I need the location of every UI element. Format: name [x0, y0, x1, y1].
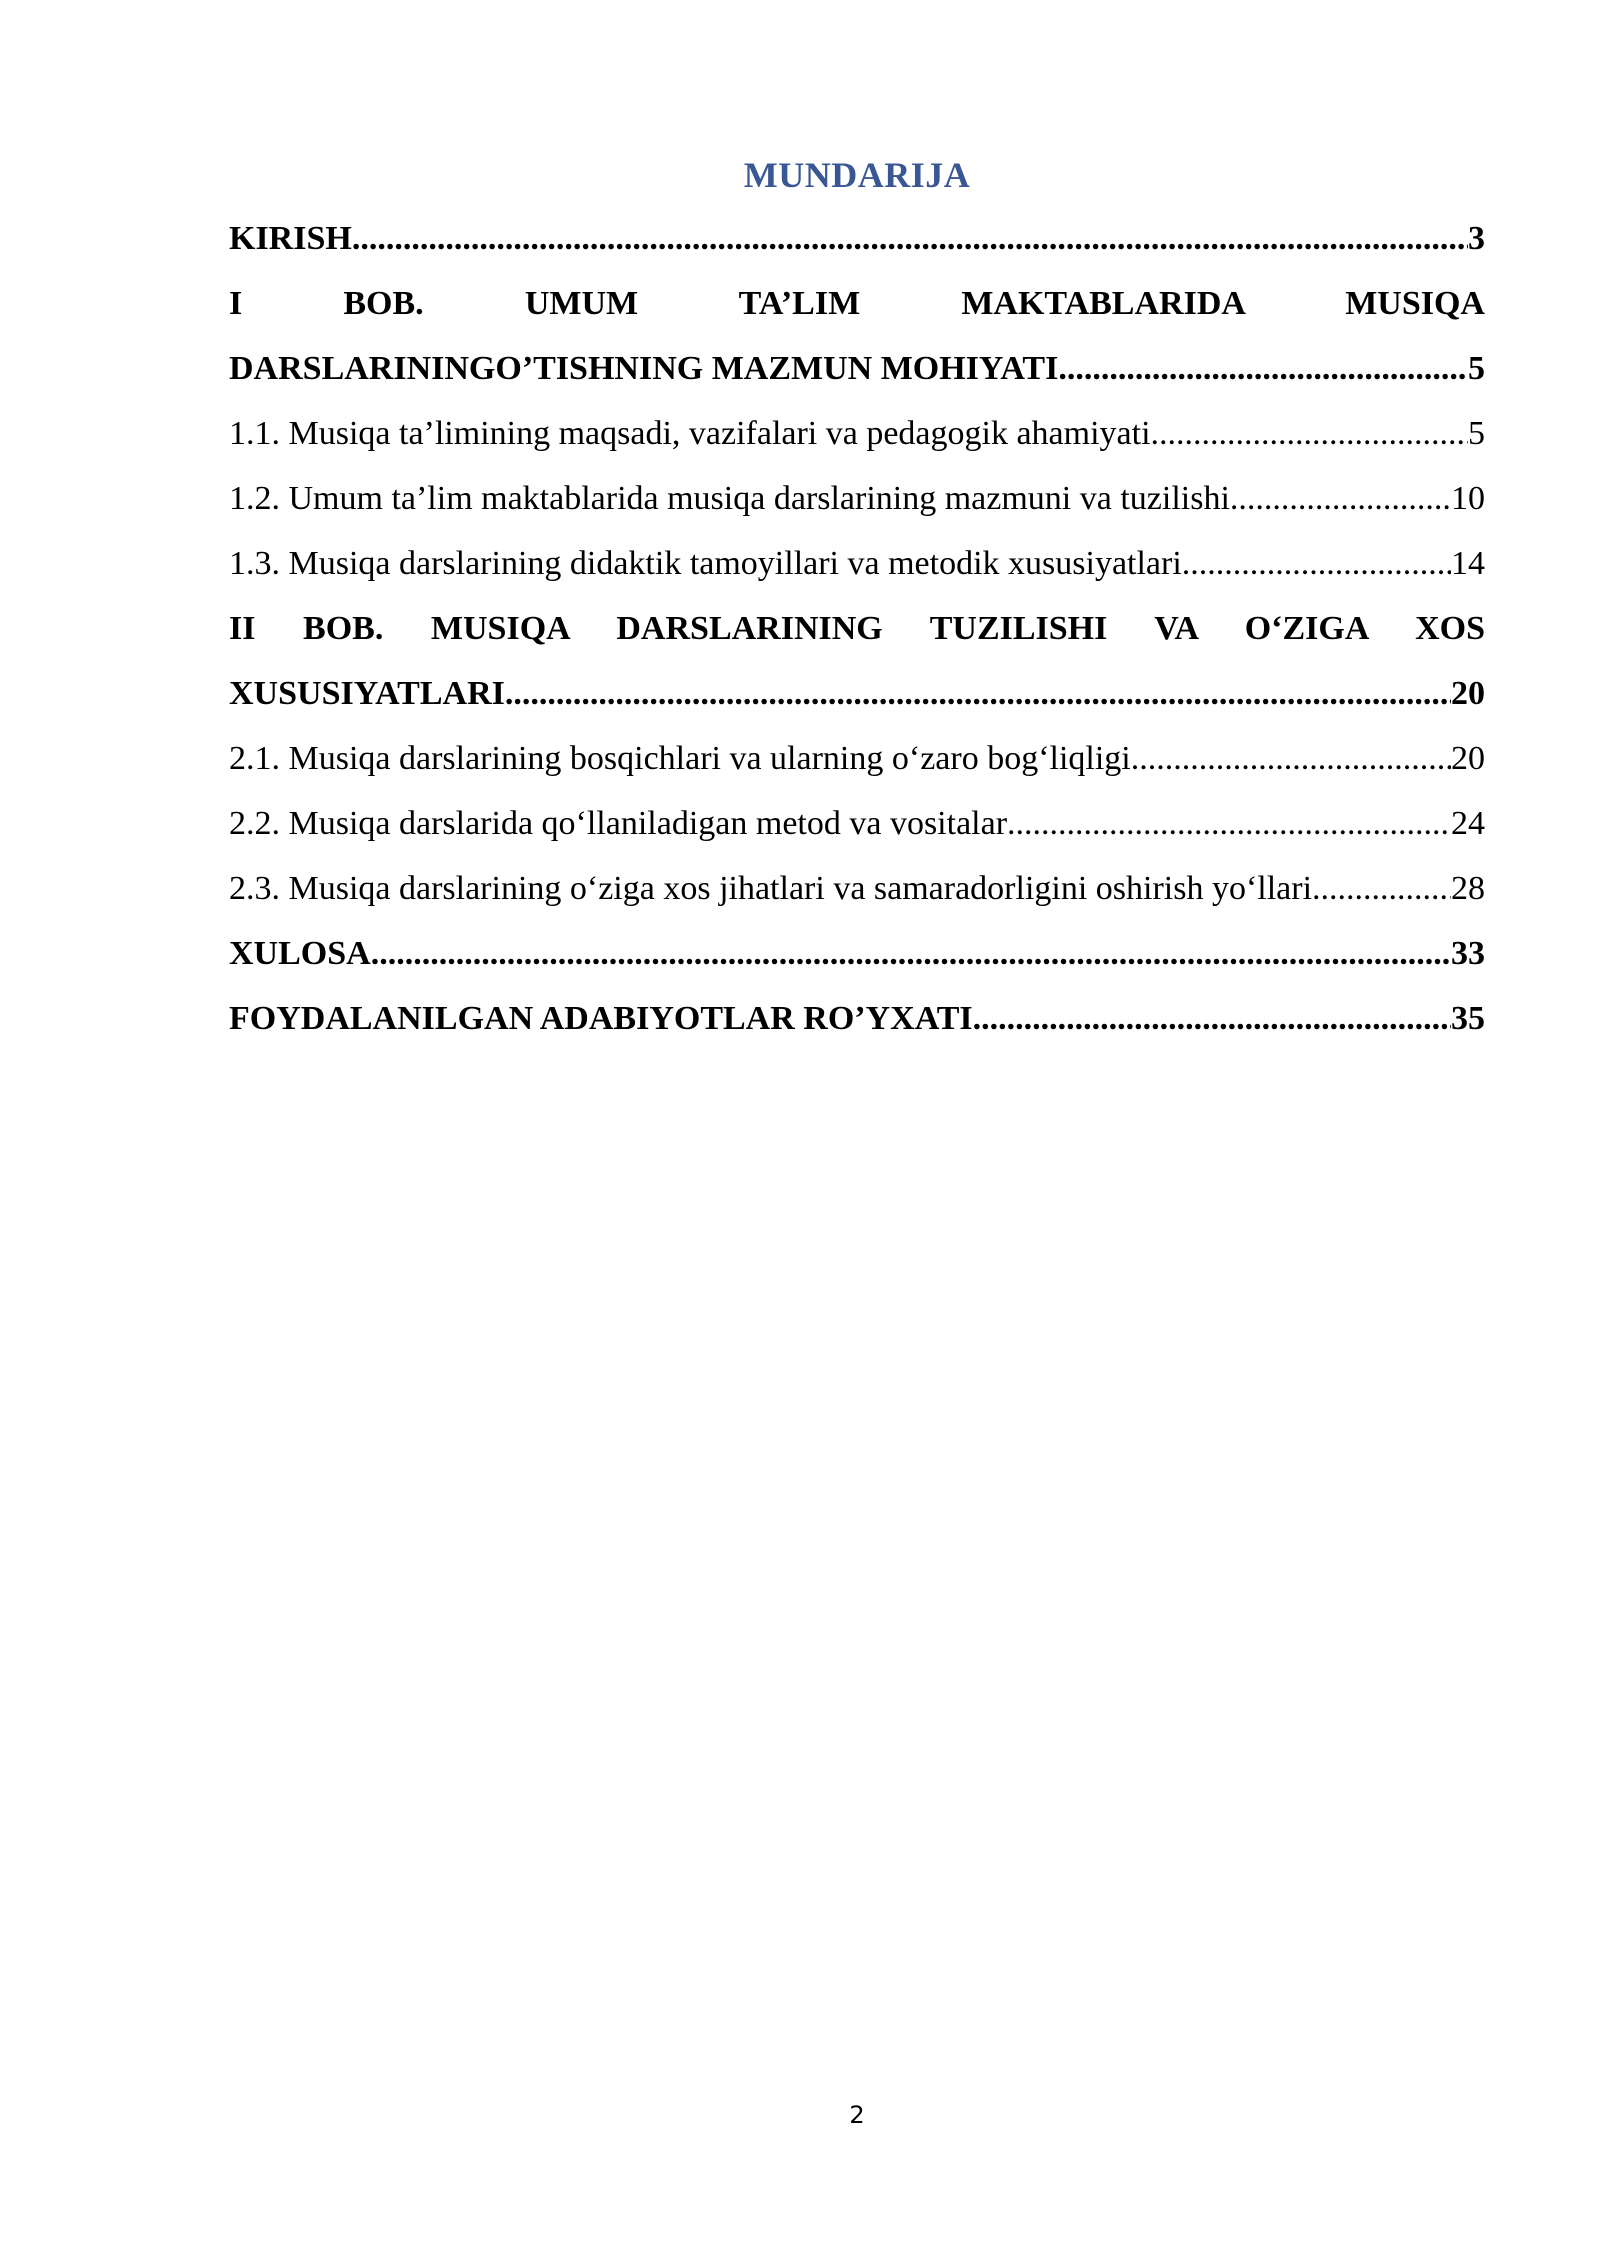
toc-entry-text: I BOB. UMUM TA’LIM MAKTABLARIDA MUSIQA: [229, 285, 1485, 322]
table-of-contents: [229, 206, 1485, 1051]
toc-entry-page: 20: [1451, 675, 1485, 712]
toc-leader-dots: [1131, 726, 1451, 791]
toc-entry-page: 20: [1451, 740, 1485, 777]
toc-leader-dots: [1182, 531, 1451, 596]
toc-entry-2-3[interactable]: [229, 856, 1485, 921]
toc-entry-page: 28: [1451, 870, 1485, 907]
toc-leader-dots: [1007, 791, 1451, 856]
toc-entry-page: 5: [1468, 415, 1485, 452]
toc-entry-2-1[interactable]: [229, 726, 1485, 791]
toc-entry-page: 3: [1468, 220, 1485, 257]
page-number: 2: [849, 2101, 865, 2129]
toc-entry-text: 2.3. Musiqa darslarining o‘ziga xos jihatlari va samaradorligini oshirish yo‘llari: [229, 870, 1313, 907]
toc-leader-dots: [1312, 856, 1451, 921]
toc-leader-dots: [1058, 336, 1468, 401]
toc-entry-page: 35: [1451, 1000, 1485, 1037]
toc-entry-text: II BOB. MUSIQA DARSLARINING TUZILISHI VA O‘ZIGA XOS: [229, 610, 1485, 647]
toc-entry-text: FOYDALANILGAN ADABIYOTLAR RO’YXATI: [229, 1000, 973, 1037]
toc-leader-dots: [1151, 401, 1468, 466]
toc-entry-text: XUSUSIYATLARI: [229, 675, 505, 712]
toc-entry-page: 5: [1468, 350, 1485, 387]
toc-entry-text: XULOSA: [229, 935, 371, 972]
toc-entry-text: KIRISH: [229, 220, 352, 257]
toc-leader-dots: [352, 206, 1468, 271]
toc-entry-2-2[interactable]: [229, 791, 1485, 856]
toc-leader-dots: [371, 921, 1451, 986]
toc-entry-1-3[interactable]: [229, 531, 1485, 596]
toc-entry-text: 1.1. Musiqa ta’limining maqsadi, vazifalari va pedagogik ahamiyati: [229, 415, 1151, 452]
toc-leader-dots: [505, 661, 1451, 726]
toc-entry-page: 10: [1451, 480, 1485, 517]
toc-title: MUNDARIJA: [743, 155, 971, 195]
toc-entry-xulosa[interactable]: [229, 921, 1485, 986]
toc-entry-1-1[interactable]: [229, 401, 1485, 466]
toc-entry-page: 24: [1451, 805, 1485, 842]
toc-entry-chapter-1-heading[interactable]: [229, 271, 1485, 336]
toc-entry-chapter-2[interactable]: [229, 661, 1485, 726]
toc-entry-text: 1.2. Umum ta’lim maktablarida musiqa darslarining mazmuni va tuzilishi: [229, 480, 1230, 517]
toc-entry-page: 14: [1451, 545, 1485, 582]
toc-entry-chapter-1[interactable]: [229, 336, 1485, 401]
toc-entry-text: DARSLARININGO’TISHNING MAZMUN MOHIYATI: [229, 350, 1059, 387]
toc-entry-1-2[interactable]: [229, 466, 1485, 531]
toc-entry-page: 33: [1451, 935, 1485, 972]
toc-entry-text: 2.2. Musiqa darslarida qo‘llaniladigan metod va vositalar: [229, 805, 1008, 842]
toc-entry-kirish[interactable]: [229, 206, 1485, 271]
toc-leader-dots: [1230, 466, 1451, 531]
toc-entry-text: 1.3. Musiqa darslarining didaktik tamoyillari va metodik xususiyatlari: [229, 545, 1182, 582]
toc-entry-text: 2.1. Musiqa darslarining bosqichlari va ularning o‘zaro bog‘liqligi: [229, 740, 1131, 777]
toc-entry-references[interactable]: [229, 986, 1485, 1051]
toc-leader-dots: [973, 986, 1451, 1051]
toc-entry-chapter-2-heading[interactable]: [229, 596, 1485, 661]
